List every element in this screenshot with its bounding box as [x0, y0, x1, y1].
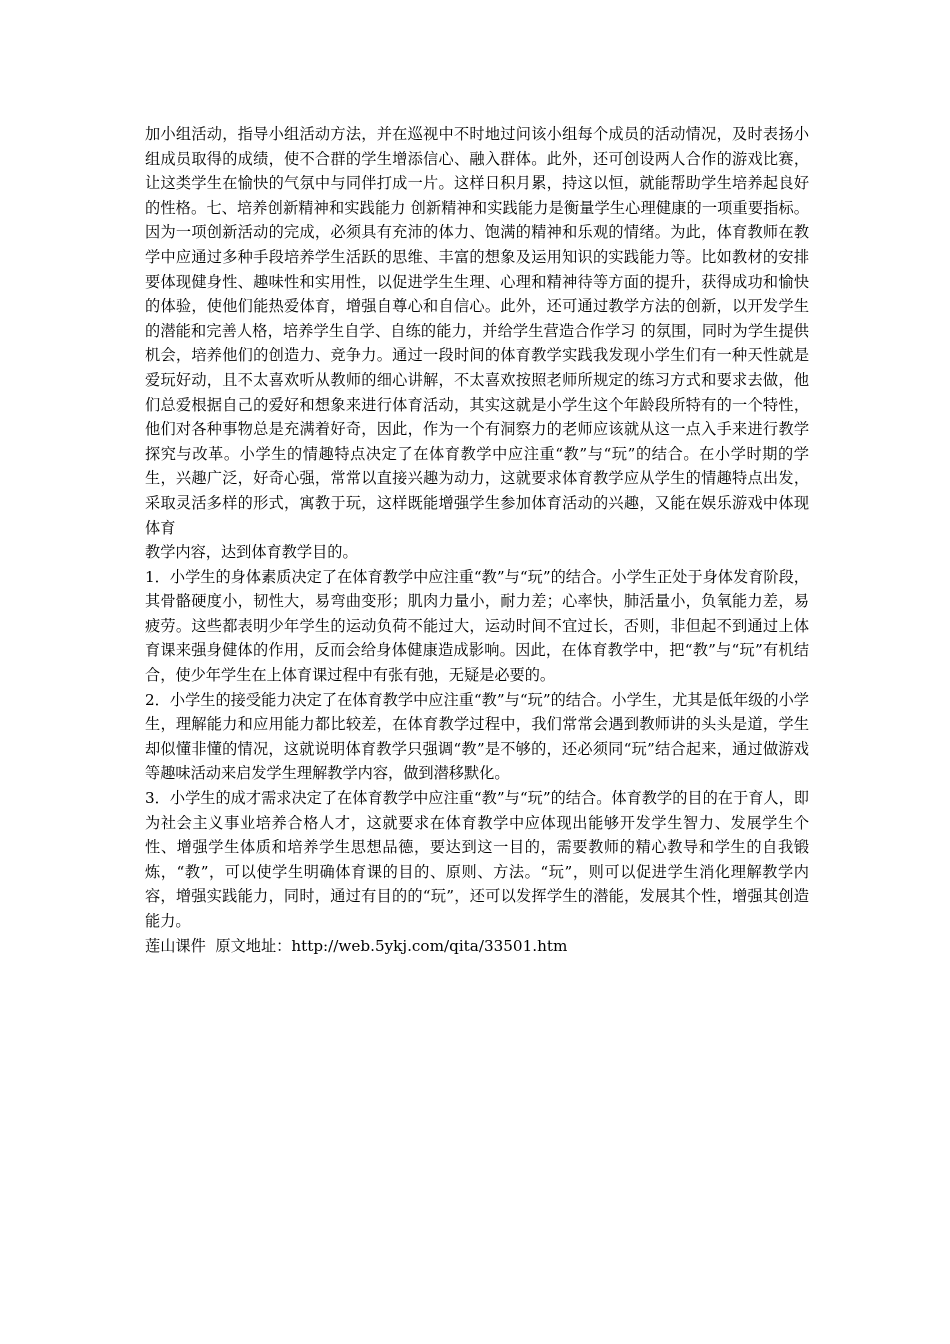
source-url: http://web.5ykj.com/qita/33501.htm	[291, 936, 568, 955]
source-label: 莲山课件 原文地址：	[145, 936, 292, 955]
body-paragraph-3: 1．小学生的身体素质决定了在体育教学中应注重“教”与“玩”的结合。小学生正处于身体发育阶段，其骨骼硬度小，韧性大，易弯曲变形；肌肉力量小，耐力差；心率快，肺活量小，负氧能力差，易疲劳。这些都表明少年学生的运动负荷不能过大，运动时间不宜过长，否则，非但起不到通过上体育课来强身健体的作用，反而会给身体健康造成影响。因此，在体育教学中，把“教”与“玩”有机结合，使少年学生在上体育课过程中有张有弛，无疑是必要的。	[145, 567, 809, 685]
body-paragraph-5: 3．小学生的成才需求决定了在体育教学中应注重“教”与“玩”的结合。体育教学的目的在于育人，即为社会主义事业培养合格人才，这就要求在体育教学中应体现出能够开发学生智力、发展学生个性、增强学生体质和培养学生思想品德，要达到这一目的，需要教师的精心教导和学生的自我锻炼，“教”，可以使学生明确体育课的目的、原则、方法。“玩”，则可以促进学生消化理解教学内容，增强实践能力，同时，通过有目的的“玩”，还可以发挥学生的潜能，发展其个性，增强其创造能力。	[145, 789, 809, 930]
body-paragraph-1: 加小组活动，指导小组活动方法，并在巡视中不时地过问该小组每个成员的活动情况，及时表扬小组成员取得的成绩，使不合群的学生增添信心、融入群体。此外，还可创设两人合作的游戏比赛，让这类学生在愉快的气氛中与同伴打成一片。这样日积月累，持这以恒，就能帮助学生培养起良好的性格。七、培养创新精神和实践能力 创新精神和实践能力是衡量学生心理健康的一项重要指标。因为一项创新活动的完成，必须具有充沛的体力、饱满的精神和乐观的情绪。为此，体育教师在教学中应通过多种手段培养学生活跃的思维、丰富的想象及运用知识的实践能力等。比如教材的安排要体现健身性、趣味性和实用性，以促进学生生理、心理和精神待等方面的提升，获得成功和愉快的体验，使他们能热爱体育，增强自尊心和自信心。此外，还可通过教学方法的创新，以开发学生的潜能和完善人格，培养学生自学、自练的能力，并给学生营造合作学习 的氛围，同时为学生提供机会，培养他们的创造力、竞争力。通过一段时间的体育教学实践我发现小学生们有一种天性就是爱玩好动，且不太喜欢听从教师的细心讲解，不太喜欢按照老师所规定的练习方式和要求去做，他们总爱根据自己的爱好和想象来进行体育活动，其实这就是小学生这个年龄段所特有的一个特性，他们对各种事物总是充满着好奇，因此，作为一个有洞察力的老师应该就从这一点入手来进行教学探究与改革。小学生的情趣特点决定了在体育教学中应注重“教”与“玩”的结合。在小学时期的学生，兴趣广泛，好奇心强，常常以直接兴趣为动力，这就要求体育教学应从学生的情趣特点出发，采取灵活多样的形式，寓教于玩，这样既能增强学生参加体育活动的兴趣，又能在娱乐游戏中体现体育	[145, 125, 809, 537]
source-line	[145, 934, 809, 959]
document-page	[145, 122, 809, 958]
body-paragraph-2: 教学内容，达到体育教学目的。	[145, 543, 358, 562]
body-paragraph-4: 2．小学生的接受能力决定了在体育教学中应注重“教”与“玩”的结合。小学生，尤其是低年级的小学生，理解能力和应用能力都比较差，在体育教学过程中，我们常常会遇到教师讲的头头是道，学生却似懂非懂的情况，这就说明体育教学只强调“教”是不够的，还必须同“玩”结合起来，通过做游戏等趣味活动来启发学生理解教学内容，做到潜移默化。	[145, 690, 809, 783]
